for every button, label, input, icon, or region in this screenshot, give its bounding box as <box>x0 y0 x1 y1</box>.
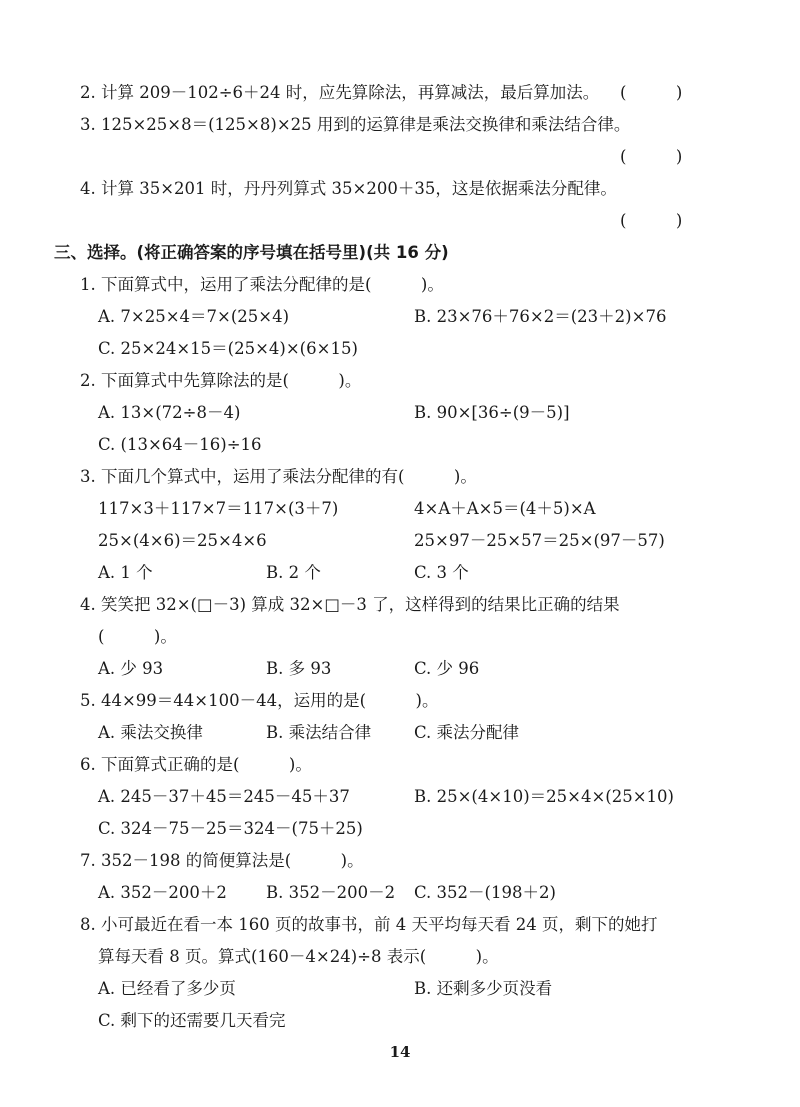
question-5-stem: 5. 44×99＝44×100－44，运用的是( )。 <box>80 691 439 710</box>
judge-item-2: 2. 计算 209－102÷6＋24 时，应先算除法，再算减法，最后算加法。 <box>80 83 600 102</box>
question-6-option-c[interactable]: C. 324－75－25＝324－(75＋25) <box>98 819 363 838</box>
question-3-stem: 3. 下面几个算式中，运用了乘法分配律的有( )。 <box>80 467 477 486</box>
question-3-option-a[interactable]: A. 1 个 <box>98 563 153 582</box>
question-7-stem: 7. 352－198 的简便算法是( )。 <box>80 851 364 870</box>
question-1-stem: 1. 下面算式中，运用了乘法分配律的是( )。 <box>80 275 444 294</box>
question-8-option-b[interactable]: B. 还剩多少页没看 <box>414 979 553 998</box>
question-8-option-c[interactable]: C. 剩下的还需要几天看完 <box>98 1011 286 1030</box>
question-1-option-a[interactable]: A. 7×25×4＝7×(25×4) <box>98 307 290 326</box>
question-6-option-b[interactable]: B. 25×(4×10)＝25×4×(25×10) <box>414 787 674 806</box>
question-6-stem: 6. 下面算式正确的是( )。 <box>80 755 312 774</box>
question-7-option-b[interactable]: B. 352－200－2 <box>266 883 396 902</box>
question-3-expression-4: 25×97－25×57＝25×(97－57) <box>414 531 665 550</box>
question-4-option-b[interactable]: B. 多 93 <box>266 659 332 678</box>
question-1-option-b[interactable]: B. 23×76＋76×2＝(23＋2)×76 <box>414 307 667 326</box>
question-3-expression-1: 117×3＋117×7＝117×(3＋7) <box>98 499 339 518</box>
question-4-stem-line-1: 4. 笑笑把 32×(□－3) 算成 32×□－3 了，这样得到的结果比正确的结果 <box>80 595 620 614</box>
question-1-option-c[interactable]: C. 25×24×15＝(25×4)×(6×15) <box>98 339 358 358</box>
question-4-option-a[interactable]: A. 少 93 <box>98 659 164 678</box>
question-3-expression-3: 25×(4×6)＝25×4×6 <box>98 531 267 550</box>
question-4-stem-line-2: ( )。 <box>98 627 177 646</box>
question-5-option-a[interactable]: A. 乘法交换律 <box>98 723 203 742</box>
question-4-option-c[interactable]: C. 少 96 <box>414 659 480 678</box>
question-5-option-c[interactable]: C. 乘法分配律 <box>414 723 520 742</box>
judge-item-4: 4. 计算 35×201 时，丹丹列算式 35×200＋35，这是依据乘法分配律。 <box>80 179 617 198</box>
question-2-stem: 2. 下面算式中先算除法的是( )。 <box>80 371 362 390</box>
answer-paren-judge-2[interactable]: ( ) <box>620 83 683 102</box>
judge-item-3: 3. 125×25×8＝(125×8)×25 用到的运算律是乘法交换律和乘法结合律。 <box>80 115 631 134</box>
question-3-option-b[interactable]: B. 2 个 <box>266 563 321 582</box>
page-number: 14 <box>389 1043 411 1061</box>
question-8-stem-line-2: 算每天看 8 页。算式(160－4×24)÷8 表示( )。 <box>98 947 499 966</box>
question-3-option-c[interactable]: C. 3 个 <box>414 563 469 582</box>
answer-paren-judge-3[interactable]: ( ) <box>620 147 683 166</box>
question-3-expression-2: 4×A＋A×5＝(4＋5)×A <box>414 499 596 518</box>
question-8-option-a[interactable]: A. 已经看了多少页 <box>98 979 236 998</box>
question-2-option-c[interactable]: C. (13×64－16)÷16 <box>98 435 262 454</box>
question-7-option-c[interactable]: C. 352－(198＋2) <box>414 883 556 902</box>
question-2-option-b[interactable]: B. 90×[36÷(9－5)] <box>414 403 570 422</box>
question-5-option-b[interactable]: B. 乘法结合律 <box>266 723 372 742</box>
question-2-option-a[interactable]: A. 13×(72÷8－4) <box>98 403 241 422</box>
question-7-option-a[interactable]: A. 352－200＋2 <box>98 883 227 902</box>
section-heading: 三、选择。(将正确答案的序号填在括号里)(共 16 分) <box>54 243 449 262</box>
question-8-stem-line-1: 8. 小可最近在看一本 160 页的故事书，前 4 天平均每天看 24 页，剩下的她打 <box>80 915 658 934</box>
question-6-option-a[interactable]: A. 245－37＋45＝245－45＋37 <box>98 787 350 806</box>
answer-paren-judge-4[interactable]: ( ) <box>620 211 683 230</box>
